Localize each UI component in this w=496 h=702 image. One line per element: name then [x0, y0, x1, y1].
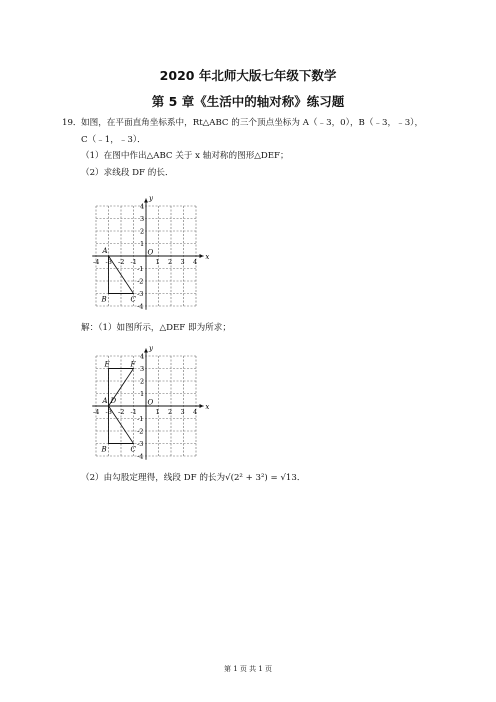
y-tick-label: -2 [137, 277, 144, 286]
solution-line-2-prefix: （2）由勾股定理得，线段 DF 的长为 [81, 473, 226, 483]
solution-line-1: 解：（1）如图所示，△DEF 即为所求； [81, 323, 231, 333]
x-tick-label: -2 [118, 408, 125, 416]
point-label-e: E [104, 360, 110, 369]
x-tick-label: -3 [105, 408, 112, 416]
y-tick-label: 3 [140, 215, 145, 223]
point-label-a: A [102, 397, 108, 405]
chapter-subtitle: 第 5 章《生活中的轴对称》练习题 [151, 94, 345, 109]
y-tick-label: 3 [140, 365, 145, 373]
x-tick-label: 2 [168, 258, 173, 266]
y-tick-label: -3 [137, 440, 144, 448]
x-tick-label: -4 [93, 258, 100, 266]
x-tick-label: 3 [180, 258, 185, 266]
y-tick-label: 4 [140, 202, 145, 211]
x-axis-arrow [200, 404, 204, 408]
x-axis-label: x [205, 253, 210, 261]
question-number: 19． [62, 118, 82, 128]
solution-line-2-suffix: ． [296, 473, 306, 483]
origin-label: O [147, 398, 154, 407]
grid-figure-2 [92, 345, 209, 461]
x-tick-label: 1 [155, 408, 160, 416]
x-tick-label: -3 [105, 258, 112, 266]
point-label-c: C [130, 445, 136, 454]
origin-label: O [147, 248, 154, 257]
grid-figure-1 [92, 195, 209, 311]
x-axis-label: x [205, 403, 210, 411]
x-tick-label: 3 [180, 408, 185, 416]
y-tick-label: 1 [140, 240, 145, 248]
x-tick-label: 4 [193, 258, 198, 266]
y-tick-label: -2 [137, 427, 144, 436]
x-tick-label: 4 [193, 408, 198, 416]
y-tick-label: -1 [137, 265, 144, 273]
y-tick-label: 2 [140, 227, 145, 236]
y-axis-label: y [149, 344, 153, 353]
x-tick-label: -1 [130, 408, 137, 416]
question-line-2: C（﹣1，﹣3）． [81, 135, 146, 145]
y-axis-arrow [144, 199, 148, 203]
y-tick-label: 2 [140, 377, 145, 386]
question-part-1: （1）在图中作出△ABC 关于 x 轴对称的图形△DEF； [81, 151, 289, 161]
x-tick-label: 2 [168, 408, 173, 416]
y-axis-arrow [144, 349, 148, 353]
point-label-b: B [101, 445, 107, 454]
y-tick-label: 4 [140, 352, 145, 361]
y-axis-label: y [149, 194, 153, 203]
y-tick-label: 1 [140, 390, 145, 398]
x-tick-label: 1 [155, 258, 160, 266]
question-part-2: （2）求线段 DF 的长． [81, 168, 174, 178]
y-tick-label: -3 [137, 290, 144, 298]
point-label-b: B [101, 295, 107, 304]
x-tick-label: -4 [93, 408, 100, 416]
point-label-d: D [110, 397, 117, 405]
y-tick-label: -4 [137, 452, 144, 460]
solution-line-2 [81, 472, 305, 484]
point-label-c: C [130, 295, 136, 304]
x-axis-arrow [200, 254, 204, 258]
x-tick-label: -2 [118, 258, 125, 266]
coordinate-figure-1 [84, 194, 210, 310]
question-line-1: 如图，在平面直角坐标系中，Rt△ABC 的三个顶点坐标为 A（﹣3，0），B（﹣3，﹣3）， [81, 118, 424, 128]
page-footer: 第 1 页 共 1 页 [223, 665, 273, 673]
pythagoras-formula: √(2² + 3²) = √13 [225, 473, 297, 483]
point-label-f: F [130, 360, 136, 369]
y-tick-label: -1 [137, 415, 144, 423]
coordinate-figure-2 [84, 344, 210, 460]
y-tick-label: -4 [137, 302, 144, 310]
document-title: 2020 年北师大版七年级下数学 [159, 68, 337, 83]
x-tick-label: -1 [130, 258, 137, 266]
point-label-a: A [102, 247, 108, 255]
